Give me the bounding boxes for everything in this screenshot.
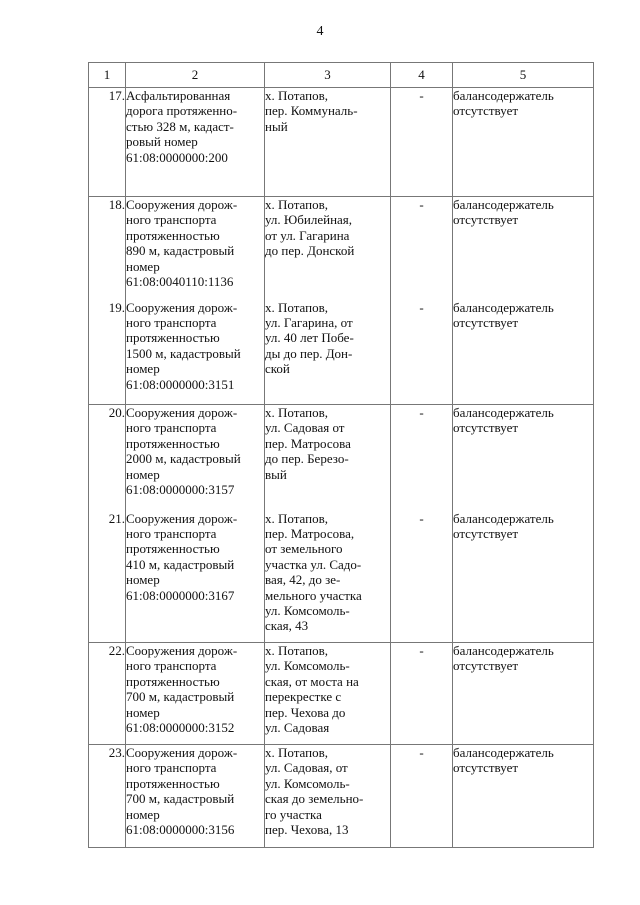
object-address: х. Потапов, пер. Коммуналь- ный (265, 88, 358, 134)
row-number: 23. (108, 745, 125, 760)
object-name: Сооружения дорож- ного транспорта протяженностью 1500 м, кадастровый номер 61:08:0000000:3151 (126, 299, 241, 392)
object-name: Сооружения дорож- ного транспорта протяженностью 700 м, кадастровый номер 61:08:0000000:3152 (126, 643, 238, 736)
table-row (89, 197, 594, 300)
object-address: х. Потапов, ул. Садовая, от ул. Комсомоль- ская до земельно- го участка пер. Чехова, 13 (265, 745, 364, 838)
object-name: Асфальтированная дорога протяженно- стью 328 м, кадаст- ровый номер 61:08:0000000:200 (126, 88, 238, 165)
column-4-value: - (419, 510, 424, 526)
table-row (89, 405, 594, 511)
balance-holder: балансодержатель отсутствует (453, 510, 554, 541)
object-name: Сооружения дорож- ного транспорта протяженностью 410 м, кадастровый номер 61:08:0000000:3167 (126, 510, 238, 603)
balance-holder: балансодержатель отсутствует (453, 643, 554, 674)
balance-holder: балансодержатель отсутствует (453, 88, 554, 119)
column-header: 3 (265, 63, 391, 88)
object-address: х. Потапов, ул. Комсомоль- ская, от моста на перекрестке с пер. Чехова до ул. Садовая (265, 643, 359, 736)
object-name: Сооружения дорож- ного транспорта протяженностью 2000 м, кадастровый номер 61:08:0000000:3157 (126, 405, 241, 498)
registry-table (88, 62, 594, 848)
balance-holder: балансодержатель отсутствует (453, 299, 554, 330)
object-address: х. Потапов, ул. Юбилейная, от ул. Гагарина до пер. Донской (265, 197, 355, 259)
table-row (89, 745, 594, 848)
row-number: 17. (108, 88, 125, 103)
object-name: Сооружения дорож- ного транспорта протяженностью 700 м, кадастровый номер 61:08:0000000:3156 (126, 745, 238, 838)
object-address: х. Потапов, ул. Гагарина, от ул. 40 лет Побе- ды до пер. Дон- ской (265, 299, 354, 377)
column-4-value: - (419, 405, 424, 420)
balance-holder: балансодержатель отсутствует (453, 405, 554, 436)
column-header: 1 (89, 63, 126, 88)
table-row (89, 88, 594, 197)
row-number: 19. (108, 299, 125, 315)
balance-holder: балансодержатель отсутствует (453, 197, 554, 228)
row-number: 21. (108, 510, 125, 526)
balance-holder: балансодержатель отсутствует (453, 745, 554, 776)
column-4-value: - (419, 197, 424, 212)
object-address: х. Потапов, ул. Садовая от пер. Матросова до пер. Березо- вый (265, 405, 351, 482)
row-number: 20. (108, 405, 125, 420)
row-number: 22. (108, 643, 125, 658)
row-number: 18. (108, 197, 125, 212)
table-row (89, 643, 594, 745)
column-4-value: - (419, 745, 424, 760)
column-header: 4 (391, 63, 453, 88)
column-4-value: - (419, 299, 424, 315)
table-row (89, 300, 594, 405)
page-number: 4 (316, 24, 324, 39)
column-4-value: - (419, 643, 424, 658)
column-header: 2 (126, 63, 265, 88)
table-row (89, 511, 594, 643)
object-address: х. Потапов, пер. Матросова, от земельного участка ул. Садо- вая, 42, до зе- мельного участка ул. Комсомоль- ская, 43 (265, 510, 362, 634)
column-4-value: - (419, 88, 424, 103)
column-header: 5 (453, 63, 594, 88)
object-name: Сооружения дорож- ного транспорта протяженностью 890 м, кадастровый номер 61:08:0040110:1136 (126, 197, 238, 290)
table-header-row (89, 63, 594, 88)
